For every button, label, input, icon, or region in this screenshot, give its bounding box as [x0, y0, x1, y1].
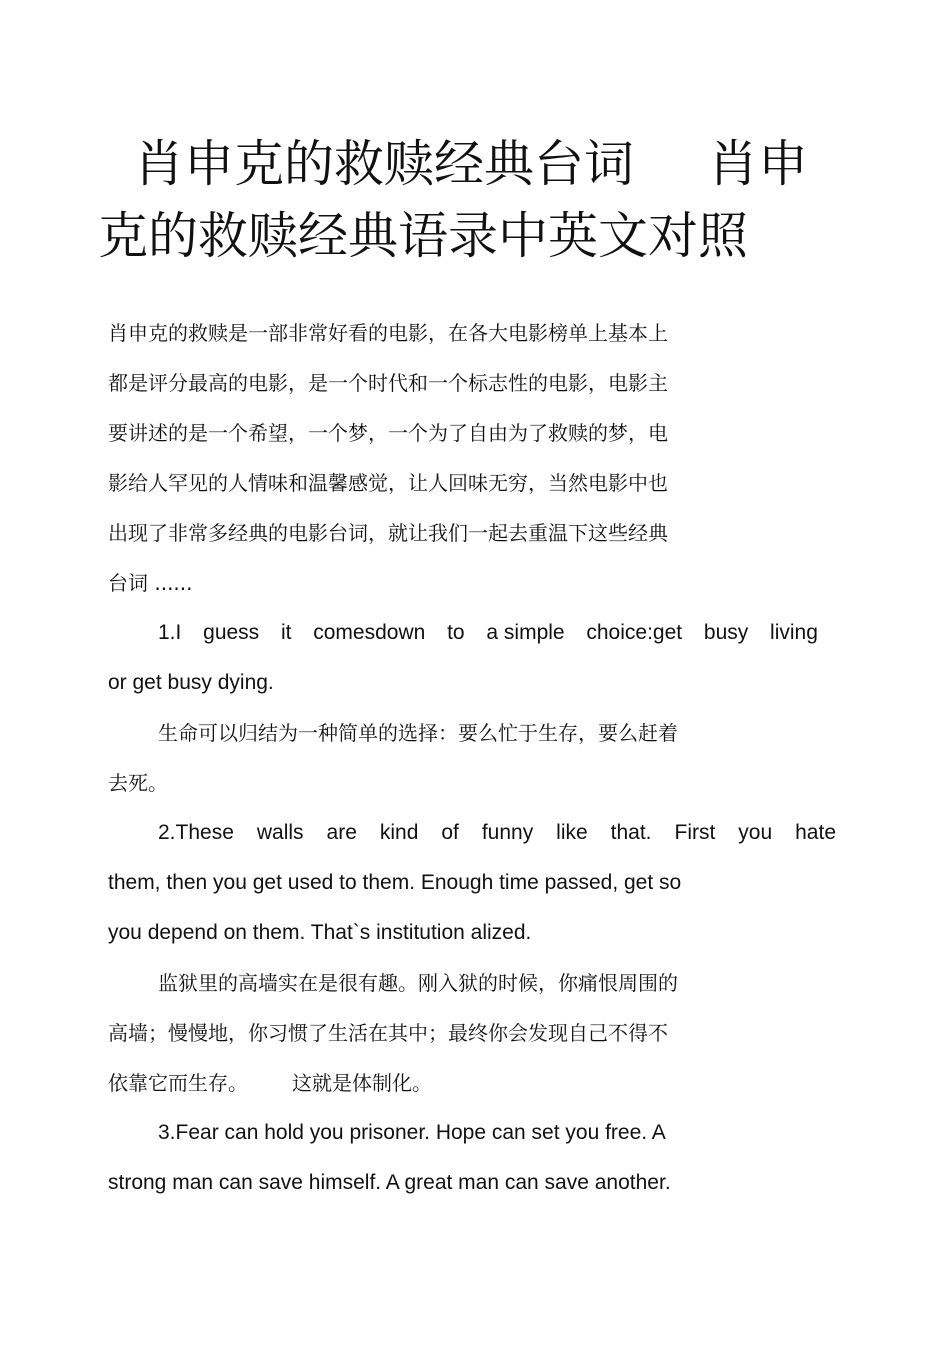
intro-line: 台词 ...... [108, 571, 193, 595]
word: 1.I [158, 621, 182, 644]
title-line-2: 克的救赎经典语录中英文对照 [98, 207, 748, 265]
quote-2-chinese-line-1: 监狱里的高墙实在是很有趣。刚入狱的时候，你痛恨周围的 [158, 971, 678, 995]
intro-line: 要讲述的是一个希望，一个梦，一个为了自由为了救赎的梦，电 [108, 421, 668, 445]
quote-2-chinese-line-3-part-2: 这就是体制化。 [292, 1071, 432, 1095]
quote-1-english-line-2: or get busy dying. [108, 671, 274, 694]
quote-1-english [108, 608, 848, 708]
quote-3-english-line-2: strong man can save himself. A great man can save another. [108, 1171, 671, 1194]
quote-2-chinese [108, 958, 848, 1108]
word: walls [256, 821, 304, 844]
quote-2-english-line-3: you depend on them. That`s institution alized. [108, 921, 532, 944]
word: kind [379, 821, 419, 844]
word: you [738, 821, 773, 844]
word: 2.These [158, 821, 234, 844]
word: a simple [486, 621, 565, 644]
quote-2-chinese-line-3 [108, 1058, 848, 1108]
word: First [674, 821, 716, 844]
word: funny [481, 821, 534, 844]
title-line-1 [98, 128, 858, 200]
word: living [770, 621, 818, 644]
quote-3-english [108, 1108, 848, 1208]
word: choice:get [586, 621, 683, 644]
quote-2-english-line-1 [108, 808, 848, 858]
document-body [108, 308, 848, 1208]
quote-1-chinese-line-1: 生命可以归结为一种简单的选择：要么忙于生存，要么赶着 [158, 721, 678, 745]
quote-3-english-line-1: 3.Fear can hold you prisoner. Hope can set you free. A [158, 1121, 666, 1144]
quote-2-english [108, 808, 848, 958]
word: busy [703, 621, 749, 644]
intro-line: 出现了非常多经典的电影台词，就让我们一起去重温下这些经典 [108, 521, 668, 545]
word: that. [610, 821, 652, 844]
word: of [441, 821, 459, 844]
quote-2-chinese-line-2: 高墙；慢慢地，你习惯了生活在其中；最终你会发现自己不得不 [108, 1021, 668, 1045]
title-text-part-2: 肖申 [708, 135, 808, 193]
intro-line: 肖申克的救赎是一部非常好看的电影，在各大电影榜单上基本上 [108, 321, 668, 345]
word: it [280, 621, 292, 644]
quote-1-chinese [108, 708, 848, 808]
word: guess [203, 621, 260, 644]
word: to [447, 621, 465, 644]
word: are [326, 821, 357, 844]
intro-paragraph [108, 308, 848, 608]
quote-2-chinese-line-3-part-1: 依靠它而生存。 [108, 1071, 248, 1095]
word: comesdown [313, 621, 426, 644]
intro-line: 影给人罕见的人情味和温馨感觉，让人回味无穷，当然电影中也 [108, 471, 668, 495]
quote-1-english-line-1 [108, 608, 848, 658]
document-title [98, 128, 858, 272]
intro-line: 都是评分最高的电影，是一个时代和一个标志性的电影，电影主 [108, 371, 668, 395]
quote-1-chinese-line-2: 去死。 [108, 771, 168, 795]
title-text-part-1: 肖申克的救赎经典台词 [134, 135, 634, 193]
word: like [556, 821, 588, 844]
quote-2-english-line-2: them, then you get used to them. Enough time passed, get so [108, 871, 682, 894]
word: hate [795, 821, 836, 844]
